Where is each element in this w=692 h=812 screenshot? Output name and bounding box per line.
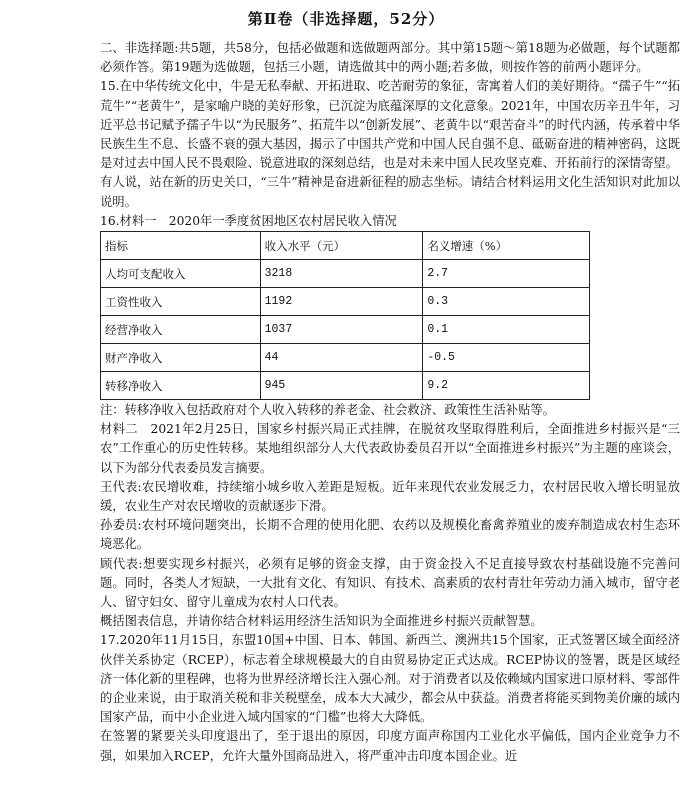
income-table [100,231,590,400]
table-header: 指标 [101,232,261,260]
table-cell: 0.1 [423,316,590,344]
question-17-material: 17.2020年11月15日，东盟10国+中国、日本、韩国、新西兰、澳洲共15个国家，正式签署区域全面经济伙伴关系协定（RCEP），标志着全球规模最大的自由贸易协定正式达成。RCEP协议的签署，既是区域经济一体化新的里程碑，也将为世界经济增长注入强心剂。对于消费者以及依赖域内国家进口原材料、零部件的企业来说，由于取消关税和非关税壁垒，成本大大减少，都会从中获益。消费者将能买到物美价廉的域内国家产品，而中小企业进入域内国家的“门槛”也将大大降低。 [100,633,680,725]
table-cell: 44 [260,344,423,372]
speech-sun: 孙委员:农村环境问题突出，长期不合理的使用化肥、农药以及规模化畜禽养殖业的废弃制造成农村生态环境恶化。 [100,518,680,552]
table-cell: 0.3 [423,288,590,316]
question-17-material-cont: 在签署的紧要关头印度退出了，至于退出的原因，印度方面声称国内工业化水平偏低，国内企业竞争力不强，如果加入RCEP，允许大量外国商品进入，将严重冲击印度本国企业。近 [100,729,680,763]
table-cell: 转移净收入 [101,372,261,400]
table-cell: -0.5 [423,344,590,372]
table-note: 注：转移净收入包括政府对个人收入转移的养老金、社会救济、政策性生活补贴等。 [100,403,555,418]
speech-wang: 王代表:农民增收难，持续缩小城乡收入差距是短板。近年来现代农业发展乏力，农村居民收入增长明显放缓，农业生产对农民增收的贡献逐步下滑。 [100,479,680,514]
table-row [101,316,590,344]
table-cell: 3218 [260,260,423,288]
table-header: 名义增速（%） [423,232,590,260]
table-cell: 经营净收入 [101,316,261,344]
instructions: 二、非选择题:共5题，共58分，包括必做题和选做题两部分。其中第15题～第18题为必做题，每个试题都必须作答。第19题为选做题，包括三小题，请选做其中的两小题;若多做，则按作答的前两小题评分。 [100,41,680,75]
table-row [101,372,590,400]
table-cell: 2.7 [423,260,590,288]
table-cell: 945 [260,372,423,400]
speech-gu: 顾代表:想要实现乡村振兴，必须有足够的资金支撑，由于资金投入不足直接导致农村基础设施不完善问题。同时，各类人才短缺，一大批有文化、有知识、有技术、高素质的农村青壮年劳动力涌入城市，留守老人、留守妇女、留守儿童成为农村人口代表。 [100,556,680,610]
table-row [101,344,590,372]
table-cell: 1192 [260,288,423,316]
question-16-caption: 16.材料一 2020年一季度贫困地区农村居民收入情况 [100,213,397,228]
table-cell: 工资性收入 [101,288,261,316]
table-cell: 人均可支配收入 [101,260,261,288]
table-header: 收入水平（元） [260,232,423,260]
table-row [101,288,590,316]
material-two: 材料二 2021年2月25日，国家乡村振兴局正式挂牌，在脱贫攻坚取得胜利后，全面推进乡村振兴是“三农”工作重心的历史性转移。某地组织部分人大代表政协委员召开以“全面推进乡村振兴”为主题的座谈会，以下为部分代表委员发言摘要。 [100,422,680,475]
table-cell: 财产净收入 [101,344,261,372]
question-15-material: 15.在中华传统文化中，牛是无私奉献、开拓进取、吃苦耐劳的象征，寄寓着人们的美好期待。“孺子牛”“拓荒牛”“老黄牛”，是家喻户晓的美好形象，已沉淀为底蕴深厚的文化意象。2021年，中国农历辛丑牛年，习近平总书记赋予孺子牛以“为民服务”、拓荒牛以“创新发展”、老黄牛以“艰苦奋斗”的时代内涵，传承着中华民族生生不息、长盛不衰的强大基因，揭示了中国共产党和中国人民自强不息、砥砺奋进的精神密码，这既是对过去中国人民不畏艰险、锐意进取的深刻总结，也是对未来中国人民攻坚克难、开拓前行的深情寄望。 [100,79,680,171]
table-row [101,260,590,288]
question-16-prompt: 概括图表信息，并请你结合材料运用经济生活知识为全面推进乡村振兴贡献智慧。 [100,614,543,629]
section-title: 第Ⅱ卷（非选择题，52分） [247,10,445,28]
table-cell: 1037 [260,316,423,344]
table-header-row [101,232,590,260]
table-cell: 9.2 [423,372,590,400]
question-15-prompt: 有人说，站在新的历史关口，“三牛”精神是奋进新征程的励志坐标。请结合材料运用文化生活知识对此加以说明。 [100,175,680,209]
